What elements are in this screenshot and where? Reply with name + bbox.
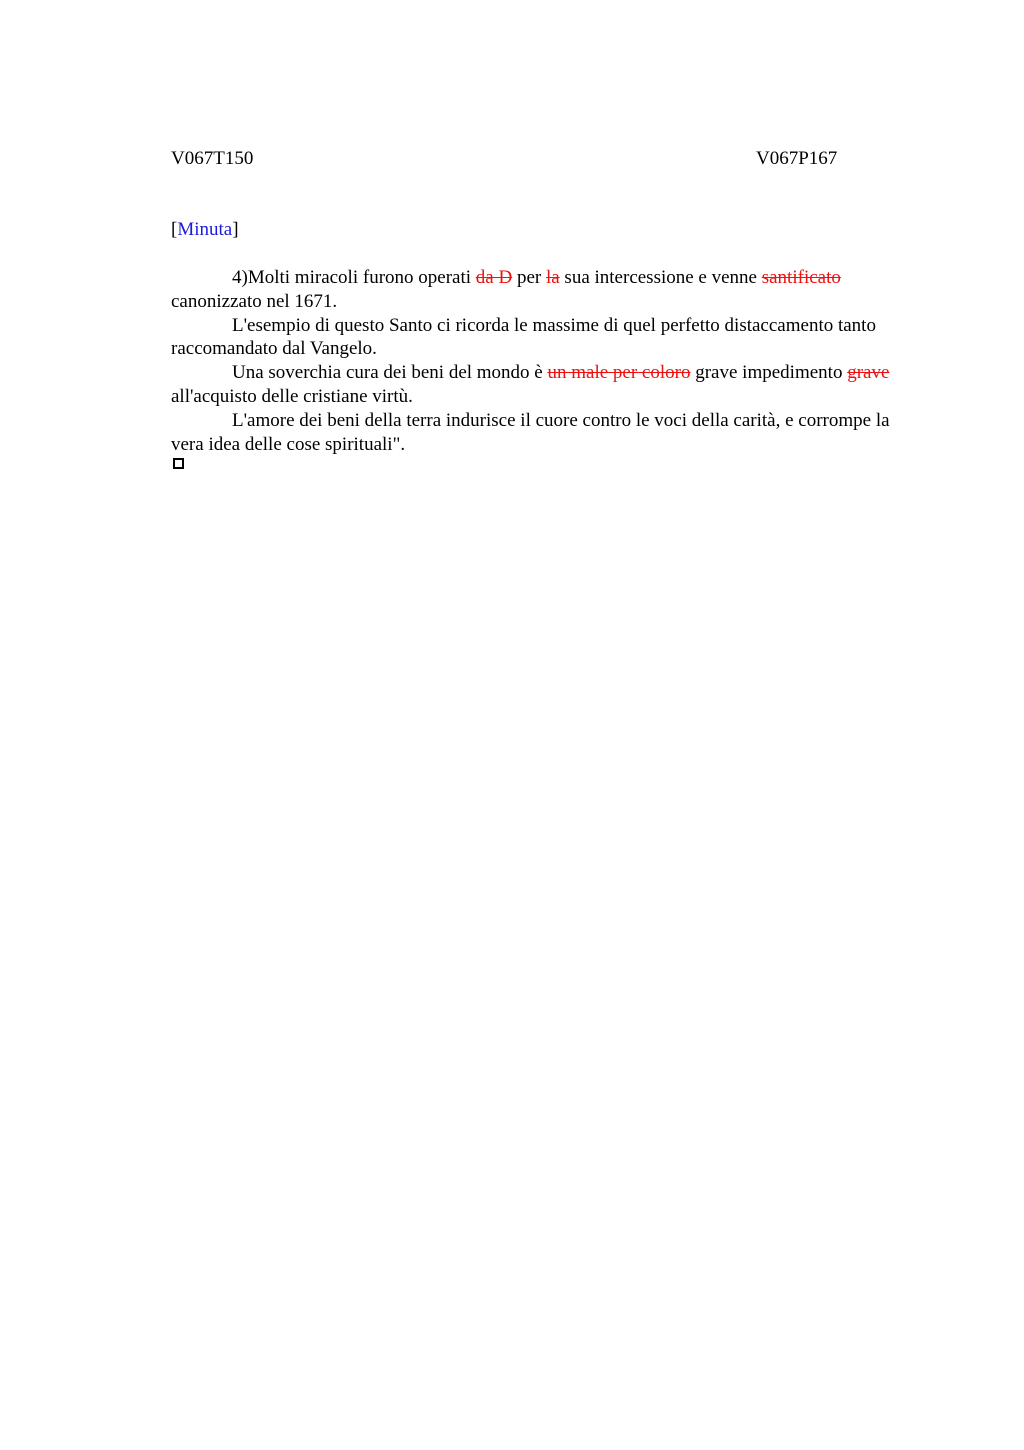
document-body	[171, 266, 901, 456]
text-segment: per	[512, 267, 546, 288]
deleted-text: un male per coloro	[547, 362, 691, 384]
paragraph-3	[171, 361, 901, 409]
deleted-text: grave	[847, 362, 890, 384]
square-outline-icon	[173, 458, 184, 469]
deleted-text: la	[545, 267, 560, 288]
paragraph-2	[171, 314, 901, 362]
document-tag	[171, 218, 239, 242]
paragraph-1	[171, 266, 901, 314]
paragraph-4	[171, 409, 901, 457]
text-segment: canonizzato nel 1671.	[171, 290, 338, 312]
text-segment: grave impedimento	[690, 362, 848, 384]
text-segment: L'esempio di questo Santo ci ricorda le massime di quel perfetto distaccamento tanto raccomandato dal Vangelo.	[171, 314, 876, 360]
deleted-text: da D	[475, 267, 513, 288]
header-left-code: V067T150	[171, 148, 254, 169]
tag-open-bracket: [	[171, 219, 178, 240]
header-right-code: V067P167	[756, 148, 838, 169]
tag-close-bracket: ]	[232, 219, 239, 240]
text-segment: L'amore dei beni della terra indurisce il cuore contro le voci della carità, e corrompe la vera idea delle cose spirituali".	[171, 409, 890, 455]
deleted-text: santificato	[761, 267, 841, 288]
text-segment: Una soverchia cura dei beni del mondo è	[232, 362, 548, 384]
text-segment: all'acquisto delle cristiane virtù.	[171, 385, 413, 407]
text-segment: sua intercessione e venne	[559, 267, 762, 288]
tag-label: Minuta	[177, 219, 233, 240]
text-segment: 4)Molti miracoli furono operati	[232, 267, 476, 288]
